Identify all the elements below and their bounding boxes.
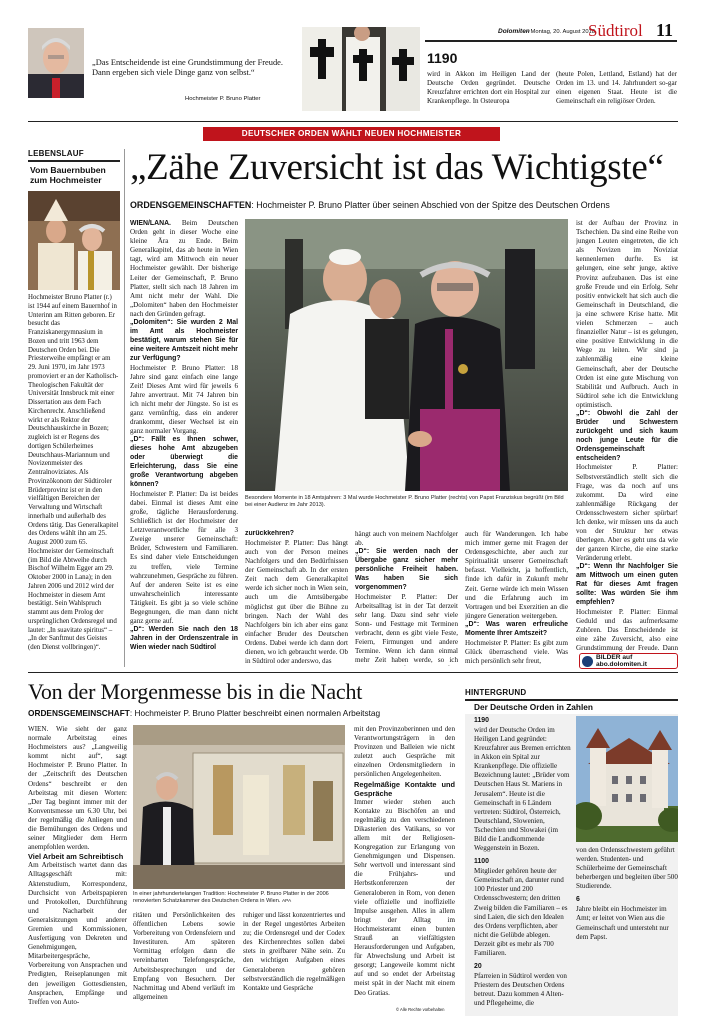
main-col5	[576, 219, 678, 654]
bilder-link[interactable]	[579, 653, 678, 669]
main-q1: „Dolomiten“: Sie wurden 2 Mal im Amt als Hochmeister bestätigt, warum stehen Sie für eine weitere Amtszeit nicht mehr zur Verfügung?	[130, 319, 238, 362]
article2-subline	[28, 709, 380, 719]
article2-sub-text: : Hochmeister P. Bruno Platter beschreibt einen normalen Arbeitstag	[129, 708, 381, 718]
article2-photo-caption	[133, 891, 345, 905]
top-bottom-rule	[28, 121, 678, 122]
main-c4-a: Hochmeister P. Platter: Es gibt zum Glück überraschend viele. Was mich persönlich sehr freut,	[465, 638, 568, 665]
article2-col1-subhead: Viel Arbeit am Schreibtisch	[28, 852, 124, 862]
mid-rule	[28, 672, 678, 673]
main-col2	[245, 530, 348, 666]
lebenslauf-rule	[28, 160, 120, 162]
article2-col4-subhead: Regelmäßige Kontakte und Gespräche	[354, 779, 455, 798]
main-c2-a: Hochmeister P. Platter: Das hängt auch von der Person meines Nachfolgers und den Bedürfnissen der Gemeinschaft ab. In der ersten Zeit nach dem Generalkapitel werde ich sicher noch in Wien sein, auch um die Amtsübergabe möglichst gut über die Bühne zu bringen. Nach der Wahl des Nachfolgers bin ich aber eins ganz einfacher Bruder des Deutschen Ordens. Dabei werde ich dann dort dienen, wo ich gebraucht werde. Ob in Südtirol oder anderswo, das	[245, 538, 348, 666]
hintergrund-y3: 20	[474, 963, 482, 971]
header-rule	[425, 40, 677, 42]
main-a1: Hochmeister P. Bruno Platter: 18 Jahre sind ganz einfach eine lange Zeit! Dieses Amt wird für jeweils 6 Jahre anvertraut. Mit 74 Jahren bin ich nicht mehr der Jüngste. So ist es ganz vernünftig, dass ein anderer drankommt, dieser Wechsel ist ein ganz normaler Vorgang.	[130, 363, 238, 436]
main-photo-caption: Besondere Momente in 18 Amtsjahren: 3 Mal wurde Hochmeister P. Bruno Platter (rechts) von Papst Franziskus begrüßt (im Bild bei einer Audienz im Jahr 2013).	[245, 495, 564, 508]
main-c5-q: „D“: Obwohl die Zahl der Brüder und Schwestern zurückgeht und sich kaum noch junge Leute für die Ordensgemeinschaft entscheiden?	[576, 409, 678, 462]
header-paper: Dolomiten	[498, 28, 530, 35]
article2-col3: ruhiger und lässt konzentriertes und in der Regel ungestörtes Arbeiten zu; die Ordensregel und der Codex des Kirchenrechtes sollen dabei stets in greifbarer Nähe sein. Zu den wichtigen Aufgaben eines Generaloberen gehören selbstverständlich die regelmäßigen Kontakte und Gespräche	[243, 911, 345, 992]
main-sub-label: ORDENSGEMEINSCHAFTEN	[130, 200, 252, 210]
main-c5-a: Hochmeister P. Platter: Selbstverständlich stellt sich die Frage, was da noch auf uns zukommt. Da wird eine zahlenmäßige Rückgang der Ordensschwestern sicher spürbar! Ich denke, wir müssen uns da auch von der Struktur her etwas überlegen. Aber es geht uns da wie der ganzen Kirche, die eine starke Veränderung erlebt.	[576, 463, 678, 563]
top-col1: wird in Akkon im Heiligen Land der Deutsche Orden gegründet. Deutsche Kreuzfahrer errichten dort ein Hospital zur Krankenpflege. In Osteuropa	[427, 70, 550, 106]
article2-col1-p2: Am Arbeitstisch wartet dann das Alltagsgeschäft mit: Aktenstudium, Korrespondenz, Durchsicht von Arbeitspapieren und Protokollen, Durchführung und Nacharbeit der Generalsitzungen und anderer Gremien und Kommissionen, Ausfertigung von Dekreten und Genehmigungen, Mitarbeitergespräche, Vorbereitung von Ansprachen und Predigten, Reiseplanungen mit den jeweiligen Gottesdiensten, Ansprachen, Empfänge und Treffen von Auto-	[28, 861, 127, 1006]
header-date: - Montag, 20. August 2018	[527, 29, 596, 35]
hintergrund-y1: 1190	[474, 717, 489, 724]
hintergrund-y4: 6	[576, 896, 580, 904]
hintergrund-t1: wird der Deutsche Orden im Heiligen Land gegründet: Kreuzfahrer aus Bremen errichten in Akkon ein Spital zur Krankenpflege. Die offizielle Bezeichnung lautet: „Brüder vom Deutschen Haus St. Mariens in Jerusalem“. Heute ist die Gemeinschaft in 6 Ländern vertreten: Südtirol, Österreich, Deutschland, Slowenien, Tschechien und Slowakei (im Bild die Landkommende Weggenstein in Bozen.	[474, 725, 571, 853]
article2-col1	[28, 725, 127, 1015]
top-portrait	[28, 28, 84, 98]
top-quote-author: Hochmeister P. Bruno Platter	[185, 96, 261, 102]
hintergrund-t2: Mitglieder gehören heute der Gemeinschaft an, darunter rund 100 Priester und 200 Ordensschwestern; den dritten Zweig bilden die Familiaren – es sind Laien, die sich den Idealen des Ordens verpflichten, aber nicht die Gelübde ablegen. Derzeit gibt es mehr als 700 Familiaren.	[474, 867, 568, 957]
main-col1-p1: Beim Deutschen Orden geht in dieser Woche eine kleine Ära zu Ende. Beim Generalkapitel, das ab heute in Wien tagt, wird am Mittwoch ein neuer Hochmeister gewählt. Der bisherige Leiter der Gemeinschaft, P. Bruno Platter, stellt sich nach 18 Jahren im Amt nicht mehr der Wahl. Die „Dolomiten“ haben den Hochmeister nach den Gründen gefragt.	[130, 219, 238, 318]
main-col3	[355, 530, 458, 666]
main-a2: Hochmeister P. Platter: Da ist beides dabei. Einmal ist dieses Amt eine große, tägliche Herausforderung. Schließlich ist der Hochmeister der Letztverantwortliche für alle 3 Zweige unserer Gemeinschaft: Brüder, Schwestern und Familiaren. Es sind daher viele Entscheidungen zu treffen, viele Termine wahrzunehmen, Gespräche zu führen. Auf der anderen Seite ist es eine unwahrscheinlich interessante Tätigkeit. Es gibt ja so viele schöne Begegnungen, die man dann nicht ganz gerne auf.	[130, 489, 238, 626]
main-sub-text: : Hochmeister P. Bruno Platter über seinen Abschied von der Spitze des Deutschen Ordens	[251, 200, 610, 210]
header-section: Südtirol	[588, 21, 643, 40]
main-c5-a2: Hochmeister P. Platter: Einmal Geduld und das aufmerksame Zuhören. Das Entscheidende ist eine zähe Zuversicht, also eine Grundstimmung der Freude. Dann	[576, 607, 678, 653]
article2-headline: Von der Morgenmesse bis in die Nacht	[28, 679, 363, 704]
article2-col2: ritäten und Persönlichkeiten des öffentlichen Lebens sowie Vorbereitung von Ordensfeiern und Investituren. Am späteren Vormittag erfolgen dann die vereinbarten Telefongespräche, Arbeitsbesprechungen und der Empfang von Besuchern. Der Nachmittag und Abend verläuft im allgemeinen	[133, 911, 235, 1001]
left-vertical-rule	[124, 149, 125, 667]
hintergrund-t3: Pfarreien in Südtirol werden von Priestern des Deutschen Ordens betreut. Dazu kommen 4 Alten- und Pflegeheime, die	[474, 971, 567, 1008]
top-col2: (heute Polen, Lettland, Estland) hat der Orden im 13. und 14. Jahrhundert so-gar einen eigenen Staat. Heute ist die Gemeinschaft ein religiöser Orden.	[556, 70, 677, 106]
main-c3-a0: hängt auch von meinem Nachfolger ab.	[355, 530, 458, 548]
main-col1-lead: WIEN/LANA.	[130, 220, 171, 227]
main-col1	[130, 219, 238, 665]
header-page-number: 11	[656, 20, 674, 40]
main-c4-q: „D“: Was waren erfreuliche Momente Ihrer Amtszeit?	[465, 620, 568, 637]
article2-sub-label: ORDENSGEMEINSCHAFT	[28, 708, 130, 718]
camera-icon	[582, 656, 593, 667]
main-q3: „D“: Werden Sie nach den 18 Jahren in der Ordenszentrale in Wien wieder nach Südtirol	[130, 626, 238, 651]
article2-rights: © Alle Rechte vorbehalten	[396, 1007, 445, 1012]
article2-photo-treasury	[133, 725, 345, 889]
article2-col4	[354, 725, 455, 1005]
main-headline: „Zähe Zuversicht ist das Wichtigste“	[130, 147, 664, 188]
main-c5-q2: „D“: Wenn Ihr Nachfolger Sie am Mittwoch um einen guten Rat für dieses Amt fragen sollte: Was würden Sie ihm empfehlen?	[576, 563, 678, 607]
lebenslauf-label: LEBENSLAUF	[28, 149, 84, 158]
main-subline	[130, 200, 678, 211]
hintergrund-col2	[576, 846, 678, 1014]
main-photo-pope	[245, 219, 568, 491]
main-col4	[465, 530, 568, 666]
article2-caption-text: In einer jahrhundertelangen Tradition: Hochmeister P. Bruno Platter in der 2006 renovierten Schatzkammer des Deutschen Ordens in Wien.	[133, 891, 329, 904]
article2-col4-p2: Immer wieder stehen auch Kontakte zu Bischöfen an und regelmäßig zu den verschiedenen Dikasterien des Vatikans, so vor allem mit der Religiosen-Kongregation zur Erlangung von Genehmigungen und Dispensen. Sehr wertvoll und interessant sind die Frühjahrs- und Herbstkonferenzen der Generaloberen in Rom, von denen viele offizielle und inoffizielle Impulse ausgehen. Alles in allem bringt der Alltag im Hochmeisteramt einen bunten Strauß an vielfältigsten Herausforderungen und Aufgaben, für Abwechslung und Arbeit ist gesorgt; Langeweile kommt nicht auf und so endet der Arbeitstag meist spät in der Nacht mit einem Deo Gratias.	[354, 797, 455, 997]
main-q2: „D“: Fällt es Ihnen schwer, dieses hohe Amt abzugeben oder überwiegt die Erleichterung, dass Sie eine große Verantwortung abgeben können?	[130, 436, 238, 488]
main-c2-q: zurückkehren?	[245, 530, 295, 537]
main-c3-q: „D“: Sie werden nach der Übergabe ganz sicher mehr persönliche Freiheit haben. Was haben Sie sich vorgenommen?	[355, 548, 458, 591]
article2-photo-credit: APA	[281, 899, 292, 904]
hintergrund-rule	[465, 699, 678, 701]
hintergrund-t4: Jahre bleibt ein Hochmeister im Amt; er leitet von Wien aus die Gemeinschaft und untersteht nur dem Papst.	[576, 905, 669, 941]
top-knights-photo	[302, 27, 420, 111]
bilder-label: BILDER auf	[596, 654, 633, 661]
article2-col4-p1: mit den Provinzoberinnen und den Verantwortungsträgern in den Provinzen und Balleien wie nicht zuletzt auch Gespräche mit einzelnen Ordensmitgliedern in persönlichen Angelegenheiten.	[354, 725, 455, 779]
top-quote: „Das Entscheidende ist eine Grundstimmung der Freude. Dann ergeben sich viele Dinge ganz von selbst.“	[92, 58, 283, 77]
top-year: 1190	[427, 50, 458, 66]
main-c5-a0: ist der Aufbau der Provinz in Tschechien. Da sind eine Reihe von jungen Leuten eingetreten, die ich als Novizen im Noviziat kennenlernen durfte. Es ist gelungen, eine sehr junge, aktive Provinz aufzubauen. Das ist eine große Freude und ein Erfolg. Sehr positiv entwickelt hat sich auch die Gemeinschaft in Deutschland, die ja eine schwere Krise hatte. Mit vielen Schmerzen – auch finanzieller Natur – ist es gelungen, eine positive Entwicklung in die Wege zu leiten. Wir sind ja zahlenmäßig eine kleine Gemeinschaft, aber der Deutsche Orden ist eine gute Mischung von Stabilität und Aufbruch. Auch in Südtirol sehe ich die Entwicklung optimistisch.	[576, 219, 678, 409]
hintergrund-photo-castle	[576, 716, 678, 842]
article2-col1-p1: WIEN. Wie sieht der ganz normale Arbeitstag eines Hochmeisters aus? „Langweilig kommt nicht auf“, sagt Hochmeister P. Bruno Platter. In der „Zeitschrift des Deutschen Ordens“ beschreibt er den Arbeitstag mit diesen Worten: „Der Tag beginnt immer mit der Konventsmesse um 6.30 Uhr, bei der regelmäßig die Anliegen und die Bemühungen des Ordens und seiner Mitglieder dem Herrn anempfohlen werden.	[28, 725, 127, 852]
hintergrund-label: HINTERGRUND	[465, 688, 527, 697]
main-c4-a0: auch für Wanderungen. Ich habe mich immer gerne mit Fragen der Ordensgeschichte, aber auch zur Spiritualität unserer Gemeinschaft befasst. Vielleicht, ja hoffentlich, finde ich dafür in Zukunft mehr Zeit. Gerne würde ich mein Wissen und die Erfahrung auch im Vortragen und bei Exerzitien an die jüngere Generation weitergeben.	[465, 530, 568, 620]
hintergrund-title: Der Deutsche Orden in Zahlen	[474, 702, 593, 712]
lebenslauf-title: Vom Bauernbuben zum Hochmeister	[30, 165, 106, 186]
lebenslauf-photo	[28, 191, 120, 290]
hintergrund-t3b: von den Ordensschwestern geführt werden. Studenten- und Schülerheime der Gemeinschaft beherbergen und begleiten über 500 Studierende.	[576, 846, 678, 891]
hintergrund-y2: 1100	[474, 858, 489, 866]
main-c3-a: Hochmeister P. Platter: Der Arbeitsalltag ist in der Tat derzeit sehr lang. Dazu sind sehr viele Sonn- und Festtage mit Terminen verbracht, denn es gibt viele Feste, Feiern, Firmungen und andere Termine. Wenn ich dann einmal mehr Zeit haben werde, so ich	[355, 592, 458, 665]
lebenslauf-text: Hochmeister Bruno Platter (r.) ist 1944 auf einem Bauernhof in Unterinn am Ritten geboren. Er besucht das Franziskanergymnasium in Bozen und tritt 1963 dem Deutschen Orden bei. Die Priesterweihe empfängt er am 29. Juni 1970, im Jahr 1973 promoviert er an der Katholisch-Theologischen Fakultät der Universität Innsbruck mit einer Dissertation aus dem Fach Kirchenrecht. Anschließend wirkt er als Rektor der Deutschhauskirche in Bozen; zugleich ist er Regens des dortigen Schülerheimes Deutschhaus-Mariannum und Novizenmeister des Zentralnoviziates. Als Provinzökonom der Südtiroler Brüderprovinz ist er in den vielfältigen Bereichen der Verwaltung und Wirtschaft innerhalb und außerhalb des Ordens tätig. Das Generalkapitel des Ordens wählt ihn am 25. August 2000 zum 65. Hochmeister der Gemeinschaft (im Bild die Abtweihe durch Bischof Wilhelm Egger am 29. Oktober 2000 in Lana); in den Jahren 2006 und 2012 wird der Hochmeister in diesem Amt bestätigt. Sein Wahlspruch stammt aus dem Prolog der ursprünglichen Ordensregel und lautet: „In suavitate spiritus“ – „In der Sanftmut des Geistes (den Dienst vollbringen)“.	[28, 294, 119, 651]
kicker-banner: DEUTSCHER ORDEN WÄHLT NEUEN HOCHMEISTER	[203, 127, 500, 141]
hintergrund-col1	[474, 717, 572, 1015]
bilder-url: abo.dolomiten.it	[596, 661, 647, 668]
